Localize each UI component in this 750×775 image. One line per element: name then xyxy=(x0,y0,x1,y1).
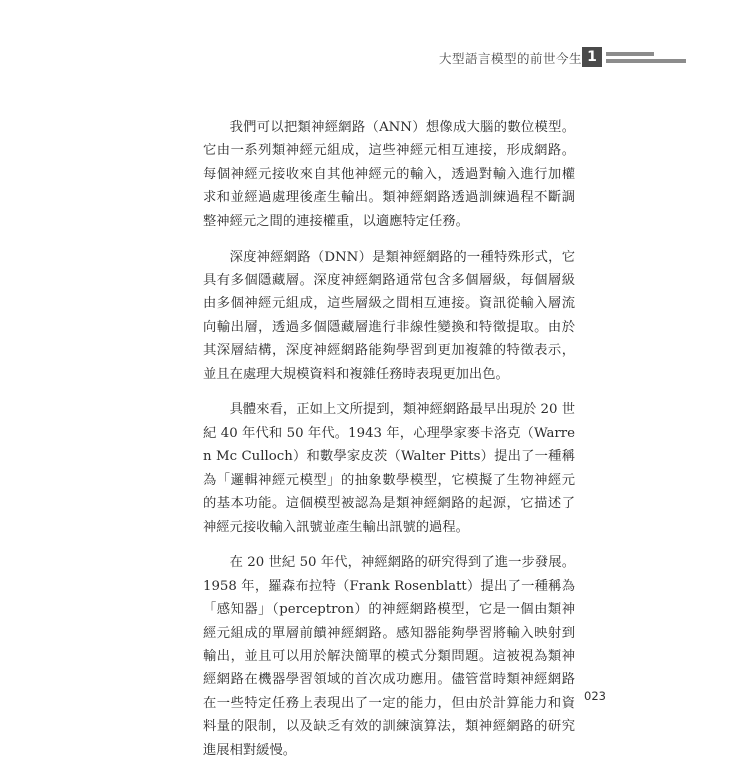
paragraph-history-1940s: 具體來看，正如上文所提到，類神經網路最早出現於 20 世紀 40 年代和 50 年代。1943 年，心理學家麥卡洛克（Warren Mc Culloch）和數學家皮茨（Walter Pitts）提出了一種稱為「邏輯神經元模型」的抽象數學模型，它模擬了生物神經元的基本功能。這個模型被認為是類神經網路的起源，它描述了神經元接收輸入訊號並產生輸出訊號的過程。 xyxy=(203,402,575,535)
paragraph-history-1950s: 在 20 世紀 50 年代，神經網路的研究得到了進一步發展。1958 年，羅森布拉特（Frank Rosenblatt）提出了一種稱為「感知器」（perceptron）的神經網路模型，它是一個由類神經元組成的單層前饋神經網路。感知器能夠學習將輸入映射到輸出，並且可以用於解決簡單的模式分類問題。這被視為類神經網路在機器學習領域的首次成功應用。儘管當時類神經網路在一些特定任務上表現出了一定的能力，但由於計算能力和資料量的限制，以及缺乏有效的訓練演算法，類神經網路的研究進展相對緩慢。 xyxy=(203,555,575,758)
running-title: 大型語言模型的前世今生 xyxy=(438,51,582,66)
chapter-number-badge: 1 xyxy=(582,47,602,67)
paragraph-dnn: 深度神經網路（DNN）是類神經網路的一種特殊形式，它具有多個隱藏層。深度神經網路通常包含多個層級，每個層級由多個神經元組成，這些層級之間相互連接。資訊從輸入層流向輸出層，透過多個隱藏層進行非線性變換和特徵提取。由於其深層結構，深度神經網路能夠學習到更加複雜的特徵表示，並且在處理大規模資料和複雜任務時表現更加出色。 xyxy=(203,249,575,382)
paragraph-ann: 我們可以把類神經網路（ANN）想像成大腦的數位模型。它由一系列類神經元組成，這些神經元相互連接，形成網路。每個神經元接收來自其他神經元的輸入，透過對輸入進行加權求和並經過處理後產生輸出。類神經網路透過訓練過程不斷調整神經元之間的連接權重，以適應特定任務。 xyxy=(203,120,575,229)
page-number: 023 xyxy=(584,689,606,703)
header-decorative-rule xyxy=(606,52,654,56)
header-decorative-rule xyxy=(606,59,686,63)
running-header xyxy=(430,45,692,71)
body-text xyxy=(203,116,575,775)
